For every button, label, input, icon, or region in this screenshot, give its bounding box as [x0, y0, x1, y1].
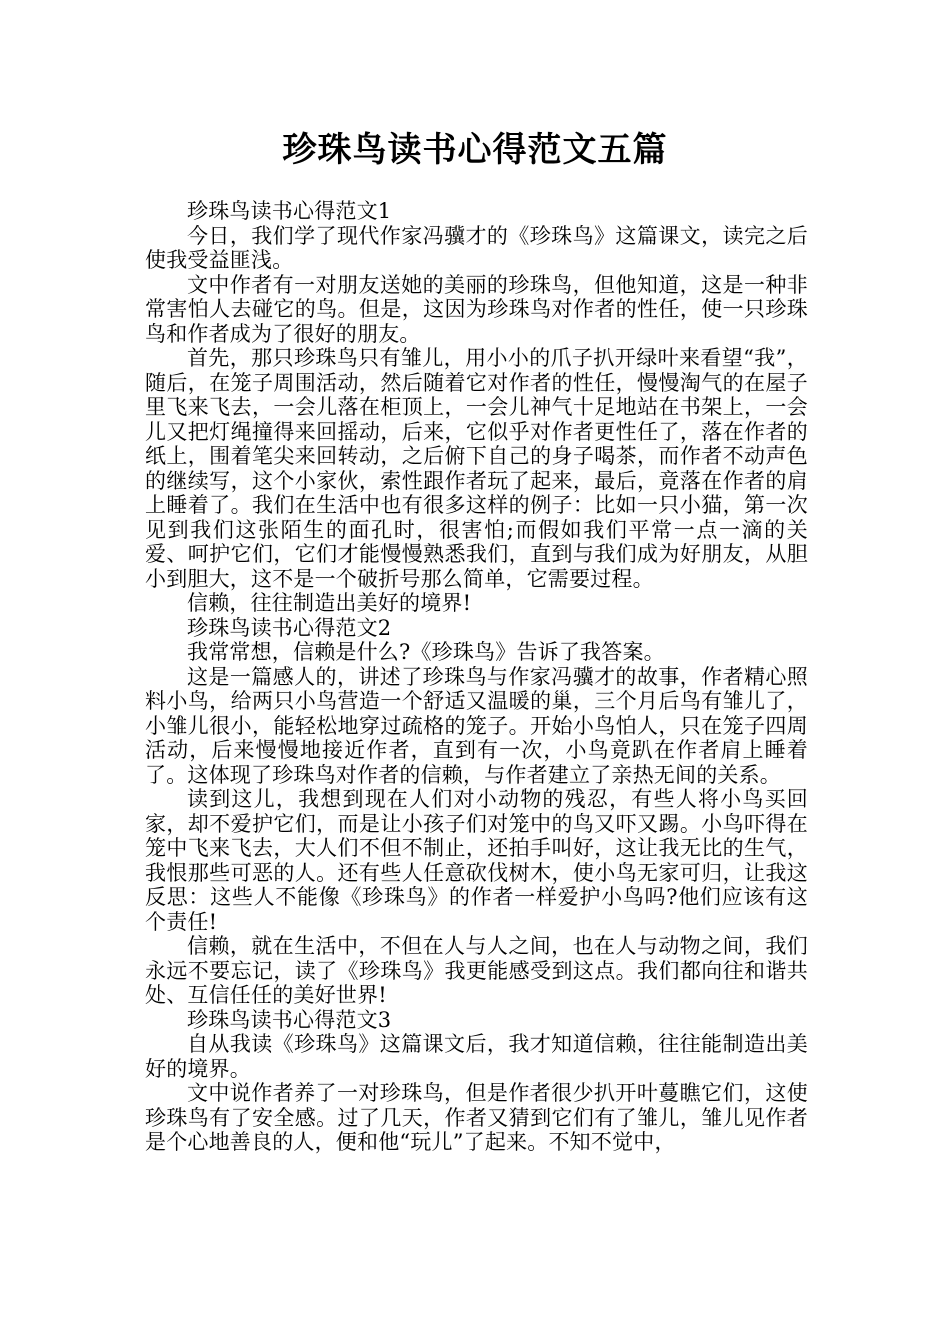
paragraph: 信赖，就在生活中，不但在人与人之间，也在人与动物之间，我们永远不要忘记，读了《珍珠鸟》我更能感受到这点。我们都向往和谐共处、互信任任的美好世界! [145, 934, 808, 1007]
paragraph: 信赖，往往制造出美好的境界! [187, 591, 472, 615]
document-body [145, 199, 808, 1155]
paragraph: 自从我读《珍珠鸟》这篇课文后，我才知道信赖，往往能制造出美好的境界。 [145, 1032, 808, 1081]
paragraph: 读到这儿，我想到现在人们对小动物的残忍，有些人将小鸟买回家，却不爱护它们，而是让小孩子们对笼中的鸟又吓又踢。小鸟吓得在笼中飞来飞去，大人们不但不制止，还拍手叫好，这让我无比的生气，我恨那些可恶的人。还有些人任意砍伐树木，使小鸟无家可归，让我这反思：这些人不能像《珍珠鸟》的作者一样爱护小鸟吗?他们应该有这个责任! [145, 787, 808, 934]
section-heading: 珍珠鸟读书心得范文1 [187, 199, 392, 223]
paragraph: 文中作者有一对朋友送她的美丽的珍珠鸟，但他知道，这是一种非常害怕人去碰它的鸟。但是，这因为珍珠鸟对作者的性任，使一只珍珠鸟和作者成为了很好的朋友。 [145, 272, 808, 346]
paragraph: 这是一篇感人的，讲述了珍珠鸟与作家冯骥才的故事，作者精心照料小鸟，给两只小鸟营造一个舒适又温暖的巢，三个月后鸟有雏儿了，小雏儿很小，能轻松地穿过疏格的笼子。开始小鸟怕人，只在笼子四周活动，后来慢慢地接近作者，直到有一次，小鸟竟趴在作者肩上睡着了。这体现了珍珠鸟对作者的信赖，与作者建立了亲热无间的关系。 [145, 664, 808, 787]
section-heading: 珍珠鸟读书心得范文3 [187, 1007, 392, 1032]
paragraph: 今日，我们学了现代作家冯骥才的《珍珠鸟》这篇课文，读完之后使我受益匪浅。 [145, 223, 808, 272]
paragraph: 我常常想，信赖是什么?《珍珠鸟》告诉了我答案。 [187, 640, 665, 664]
section-heading: 珍珠鸟读书心得范文2 [187, 615, 392, 640]
paragraph: 文中说作者养了一对珍珠鸟，但是作者很少扒开叶蔓瞧它们，这使珍珠鸟有了安全感。过了几天，作者又猜到它们有了雏儿，雏儿见作者是个心地善良的人，便和他“玩儿”了起来。不知不觉中， [145, 1081, 808, 1154]
document-title: 珍珠鸟读书心得范文五篇 [282, 130, 668, 170]
paragraph: 首先，那只珍珠鸟只有雏儿，用小小的爪子扒开绿叶来看望“我”，随后，在笼子周围活动，然后随着它对作者的性任，慢慢淘气的在屋子里飞来飞去，一会儿落在柜顶上，一会儿神气十足地站在书架上，一会儿又把灯绳撞得来回摇动，后来，它似乎对作者更性任了，落在作者的纸上，围着笔尖来回转动，之后俯下自己的身子喝茶，而作者不动声色的继续写，这个小家伙，索性跟作者玩了起来，最后，竟落在作者的肩上睡着了。我们在生活中也有很多这样的例子：比如一只小猫，第一次见到我们这张陌生的面孔时，很害怕;而假如我们平常一点一滴的关爱、呵护它们，它们才能慢慢熟悉我们，直到与我们成为好朋友，从胆小到胆大，这不是一个破折号那么简单，它需要过程。 [145, 346, 808, 591]
